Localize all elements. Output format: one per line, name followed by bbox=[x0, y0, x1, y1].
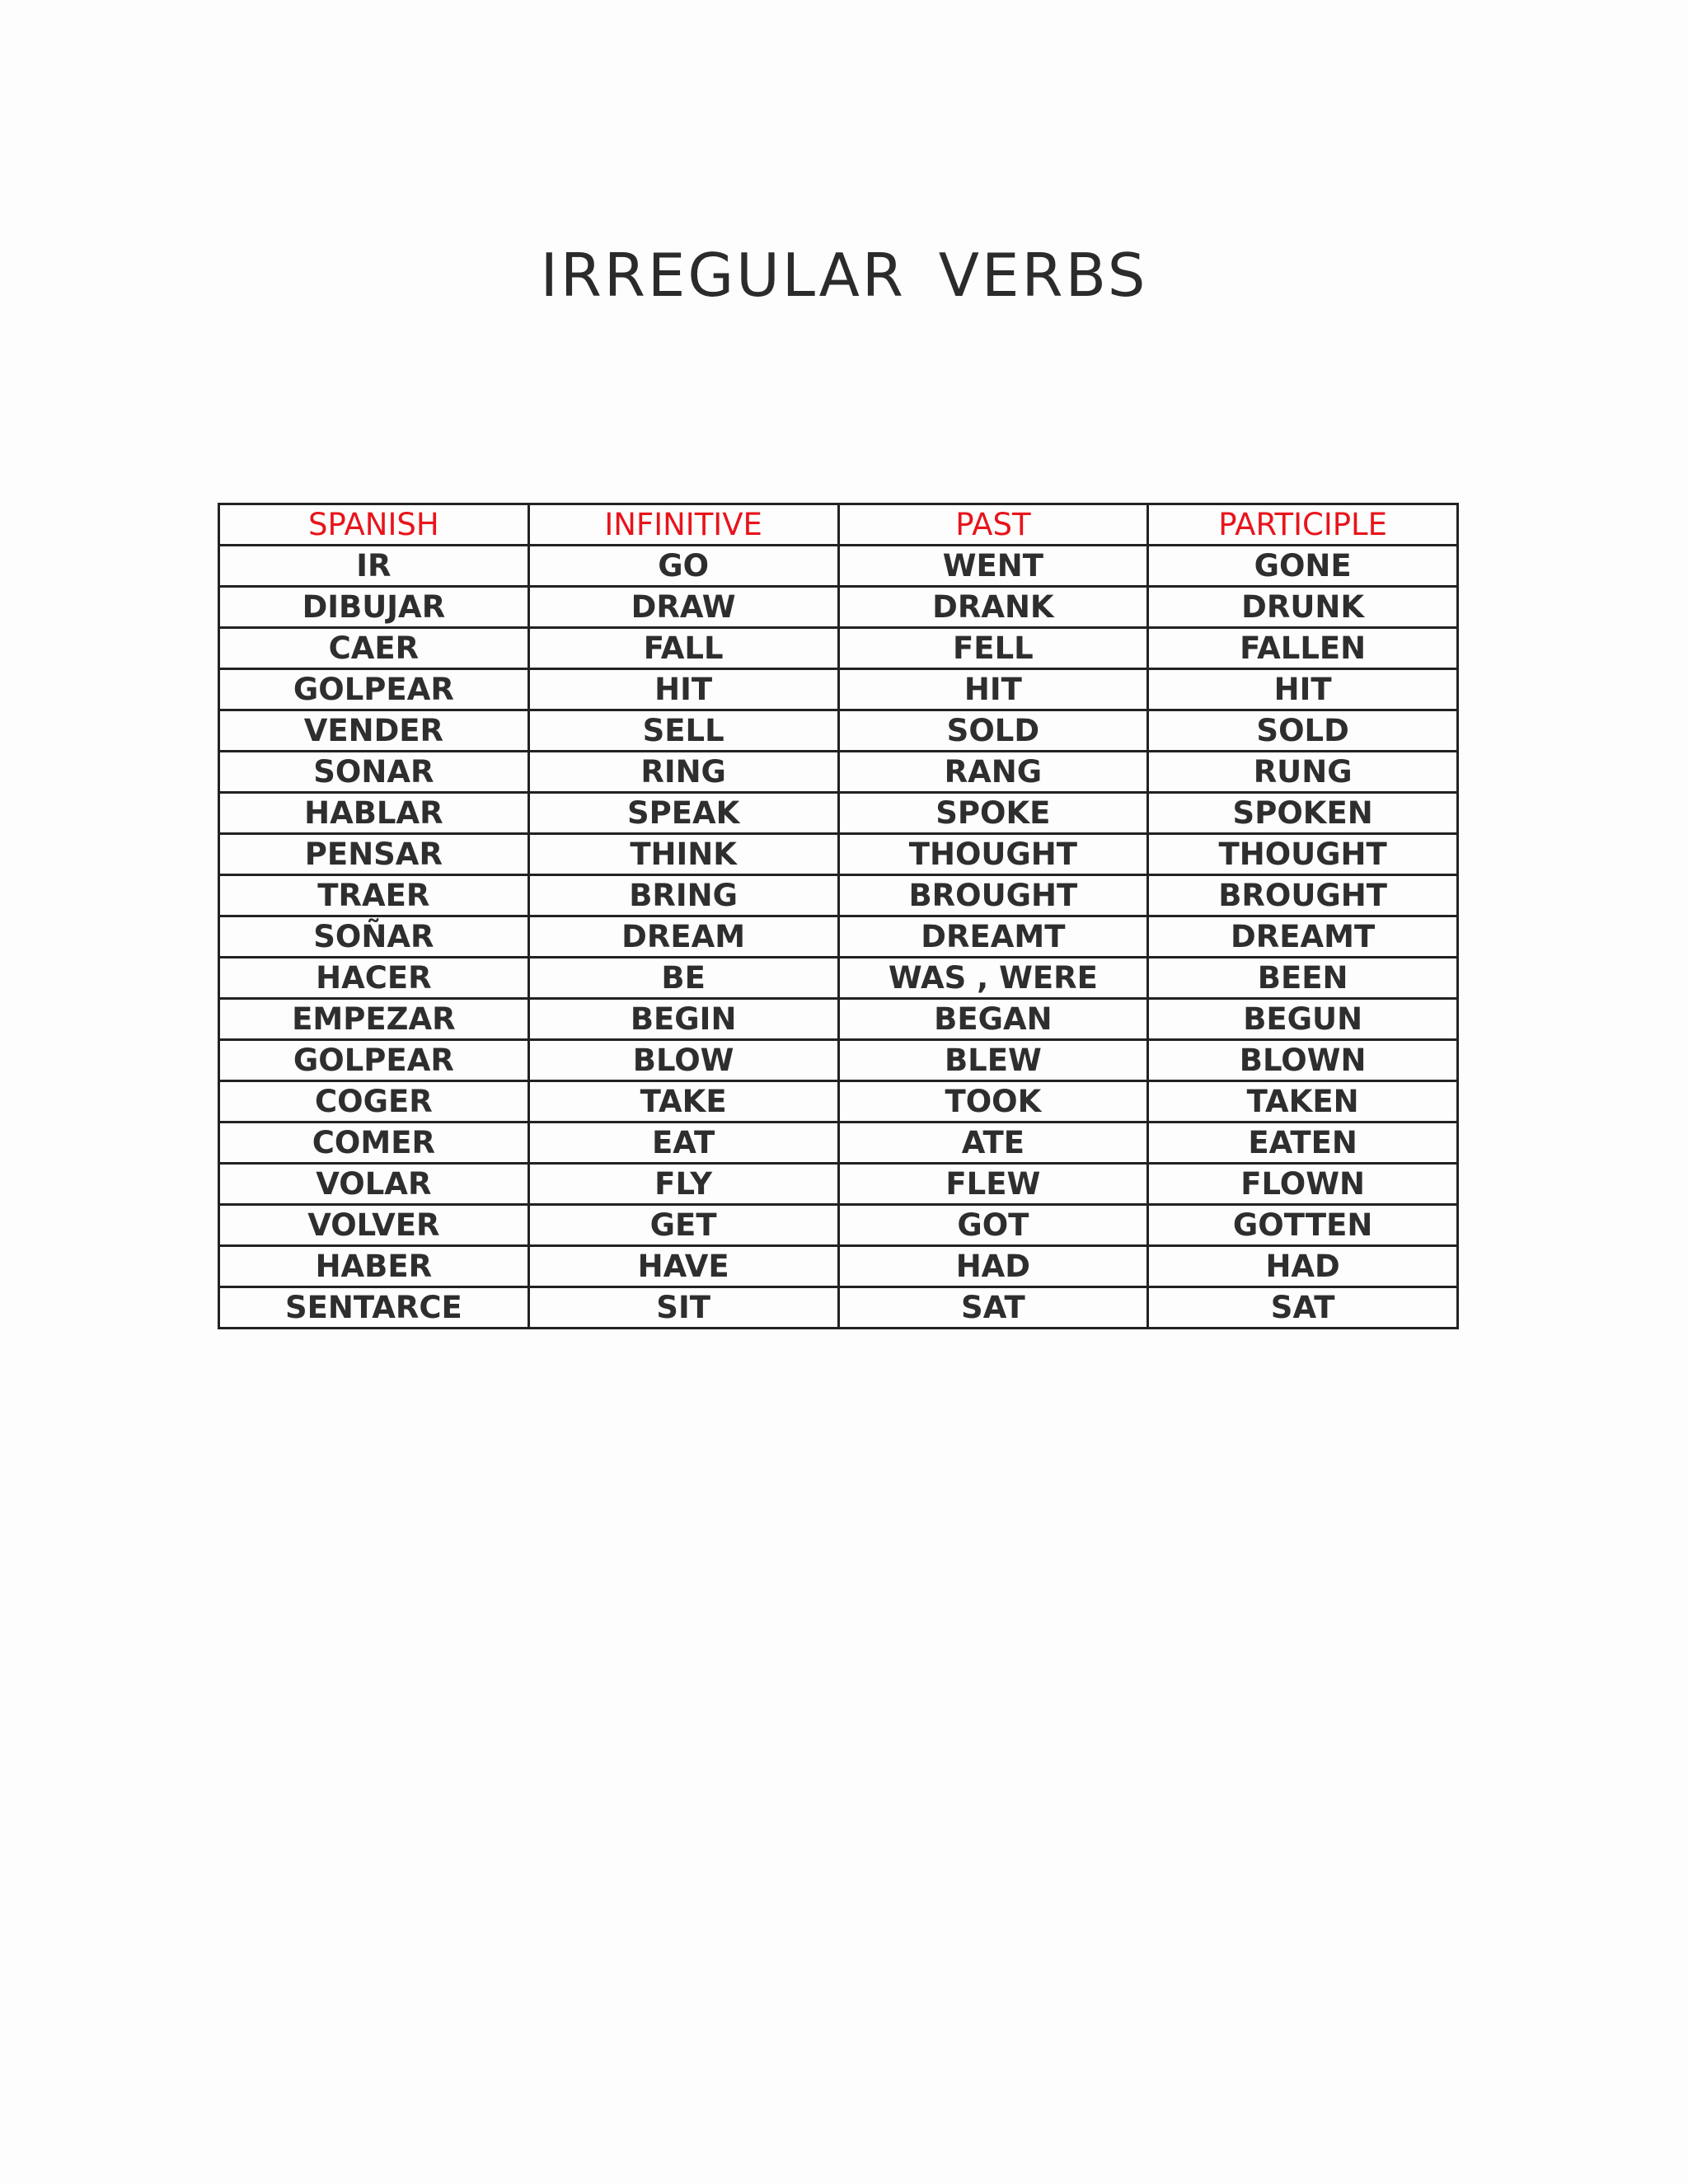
infinitive-cell: BEGIN bbox=[528, 999, 838, 1040]
table-row bbox=[219, 1164, 1458, 1205]
past-cell: HIT bbox=[838, 669, 1148, 710]
infinitive-cell: THINK bbox=[528, 834, 838, 875]
header-infinitive: INFINITIVE bbox=[528, 504, 838, 546]
participle-cell: GOTTEN bbox=[1148, 1205, 1458, 1246]
infinitive-cell: BLOW bbox=[528, 1040, 838, 1081]
participle-cell: DREAMT bbox=[1148, 916, 1458, 958]
table-row bbox=[219, 958, 1458, 999]
infinitive-cell: BE bbox=[528, 958, 838, 999]
past-cell: GOT bbox=[838, 1205, 1148, 1246]
past-cell: FLEW bbox=[838, 1164, 1148, 1205]
past-cell: WENT bbox=[838, 546, 1148, 587]
participle-cell: FALLEN bbox=[1148, 628, 1458, 669]
past-cell: BEGAN bbox=[838, 999, 1148, 1040]
table-row bbox=[219, 669, 1458, 710]
table-row bbox=[219, 1205, 1458, 1246]
spanish-cell: SOÑAR bbox=[219, 916, 529, 958]
table-row bbox=[219, 1040, 1458, 1081]
table-row bbox=[219, 1246, 1458, 1287]
spanish-cell: VENDER bbox=[219, 710, 529, 752]
past-cell: BLEW bbox=[838, 1040, 1148, 1081]
infinitive-cell: EAT bbox=[528, 1122, 838, 1164]
infinitive-cell: FALL bbox=[528, 628, 838, 669]
participle-cell: BLOWN bbox=[1148, 1040, 1458, 1081]
participle-cell: HAD bbox=[1148, 1246, 1458, 1287]
irregular-verbs-table bbox=[218, 503, 1459, 1329]
participle-cell: SPOKEN bbox=[1148, 793, 1458, 834]
infinitive-cell: GET bbox=[528, 1205, 838, 1246]
spanish-cell: SENTARCE bbox=[219, 1287, 529, 1329]
past-cell: DREAMT bbox=[838, 916, 1148, 958]
infinitive-cell: SPEAK bbox=[528, 793, 838, 834]
participle-cell: FLOWN bbox=[1148, 1164, 1458, 1205]
header-past: PAST bbox=[838, 504, 1148, 546]
table-row bbox=[219, 916, 1458, 958]
past-cell: SOLD bbox=[838, 710, 1148, 752]
spanish-cell: EMPEZAR bbox=[219, 999, 529, 1040]
infinitive-cell: SIT bbox=[528, 1287, 838, 1329]
participle-cell: RUNG bbox=[1148, 752, 1458, 793]
table-row bbox=[219, 752, 1458, 793]
infinitive-cell: DRAW bbox=[528, 587, 838, 628]
spanish-cell: HABLAR bbox=[219, 793, 529, 834]
table-row bbox=[219, 793, 1458, 834]
infinitive-cell: FLY bbox=[528, 1164, 838, 1205]
participle-cell: BEEN bbox=[1148, 958, 1458, 999]
past-cell: SPOKE bbox=[838, 793, 1148, 834]
table-row bbox=[219, 1081, 1458, 1122]
participle-cell: DRUNK bbox=[1148, 587, 1458, 628]
past-cell: ATE bbox=[838, 1122, 1148, 1164]
spanish-cell: TRAER bbox=[219, 875, 529, 916]
infinitive-cell: RING bbox=[528, 752, 838, 793]
spanish-cell: PENSAR bbox=[219, 834, 529, 875]
participle-cell: TAKEN bbox=[1148, 1081, 1458, 1122]
participle-cell: SAT bbox=[1148, 1287, 1458, 1329]
past-cell: DRANK bbox=[838, 587, 1148, 628]
past-cell: WAS , WERE bbox=[838, 958, 1148, 999]
table-row bbox=[219, 1122, 1458, 1164]
spanish-cell: HACER bbox=[219, 958, 529, 999]
infinitive-cell: TAKE bbox=[528, 1081, 838, 1122]
participle-cell: BEGUN bbox=[1148, 999, 1458, 1040]
past-cell: RANG bbox=[838, 752, 1148, 793]
spanish-cell: SONAR bbox=[219, 752, 529, 793]
infinitive-cell: DREAM bbox=[528, 916, 838, 958]
table-row bbox=[219, 546, 1458, 587]
infinitive-cell: HIT bbox=[528, 669, 838, 710]
past-cell: THOUGHT bbox=[838, 834, 1148, 875]
table-row bbox=[219, 710, 1458, 752]
participle-cell: THOUGHT bbox=[1148, 834, 1458, 875]
spanish-cell: IR bbox=[219, 546, 529, 587]
spanish-cell: VOLVER bbox=[219, 1205, 529, 1246]
participle-cell: EATEN bbox=[1148, 1122, 1458, 1164]
table-row bbox=[219, 628, 1458, 669]
table-row bbox=[219, 999, 1458, 1040]
header-spanish: SPANISH bbox=[219, 504, 529, 546]
participle-cell: BROUGHT bbox=[1148, 875, 1458, 916]
participle-cell: SOLD bbox=[1148, 710, 1458, 752]
table-row bbox=[219, 587, 1458, 628]
table-row bbox=[219, 875, 1458, 916]
spanish-cell: GOLPEAR bbox=[219, 669, 529, 710]
participle-cell: GONE bbox=[1148, 546, 1458, 587]
spanish-cell: HABER bbox=[219, 1246, 529, 1287]
table-row bbox=[219, 1287, 1458, 1329]
infinitive-cell: GO bbox=[528, 546, 838, 587]
past-cell: BROUGHT bbox=[838, 875, 1148, 916]
spanish-cell: DIBUJAR bbox=[219, 587, 529, 628]
spanish-cell: CAER bbox=[219, 628, 529, 669]
header-participle: PARTICIPLE bbox=[1148, 504, 1458, 546]
spanish-cell: COGER bbox=[219, 1081, 529, 1122]
spanish-cell: GOLPEAR bbox=[219, 1040, 529, 1081]
spanish-cell: VOLAR bbox=[219, 1164, 529, 1205]
past-cell: HAD bbox=[838, 1246, 1148, 1287]
past-cell: FELL bbox=[838, 628, 1148, 669]
past-cell: SAT bbox=[838, 1287, 1148, 1329]
table-body bbox=[219, 546, 1458, 1329]
page-title: IRREGULAR VERBS bbox=[540, 241, 1148, 311]
infinitive-cell: HAVE bbox=[528, 1246, 838, 1287]
infinitive-cell: SELL bbox=[528, 710, 838, 752]
participle-cell: HIT bbox=[1148, 669, 1458, 710]
infinitive-cell: BRING bbox=[528, 875, 838, 916]
table-row bbox=[219, 834, 1458, 875]
spanish-cell: COMER bbox=[219, 1122, 529, 1164]
past-cell: TOOK bbox=[838, 1081, 1148, 1122]
table-header-row bbox=[219, 504, 1458, 546]
